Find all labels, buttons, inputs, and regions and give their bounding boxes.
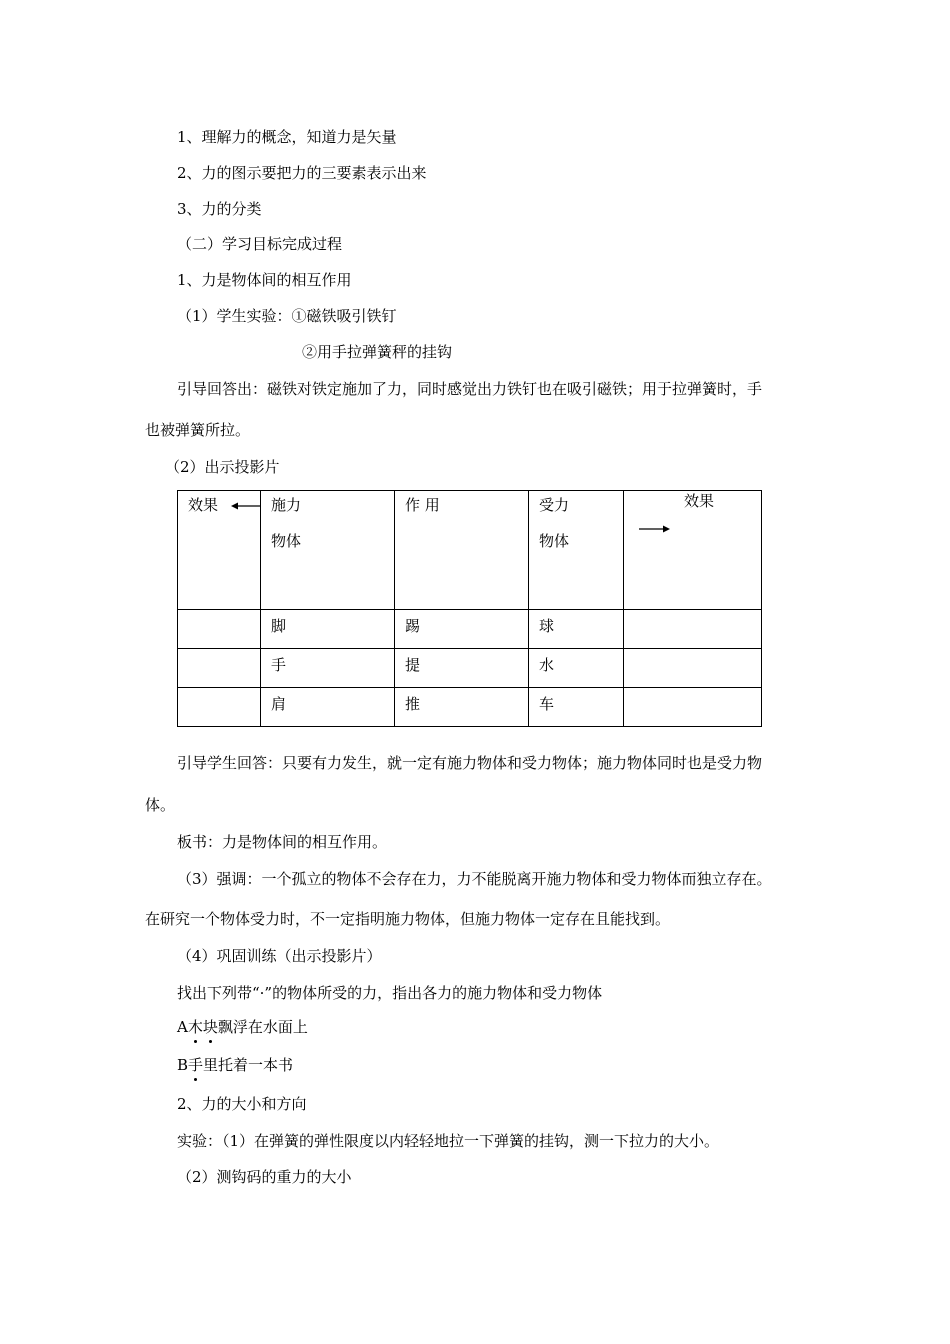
objective-2: 2、力的图示要把力的三要素表示出来 xyxy=(177,164,427,182)
student-answer-line-1: 引导学生回答：只要有力发生，就一定有施力物体和受力物体；施力物体同时也是受力物 xyxy=(177,754,763,772)
item-a-label: A xyxy=(177,1018,188,1036)
arrow-left-icon xyxy=(231,500,261,512)
practice-item-b xyxy=(177,1055,293,1075)
objective-3: 3、力的分类 xyxy=(177,200,262,218)
item-b-rest: 里托着一本书 xyxy=(203,1056,294,1074)
projection-label: （2）出示投影片 xyxy=(165,458,280,476)
guided-answer-line-1: 引导回答出：磁铁对铁定施加了力，同时感觉出力铁钉也在吸引磁铁；用于拉弹簧时，手 xyxy=(177,380,763,398)
row-receiver: 车 xyxy=(539,695,555,713)
header-action: 作 用 xyxy=(405,496,440,514)
header-applier-cell xyxy=(261,491,395,610)
item-a-dotted-char-1: 木 xyxy=(187,1018,203,1036)
header-effect-right: 效果 xyxy=(684,492,715,510)
guided-answer-line-2: 也被弹簧所拉。 xyxy=(145,421,251,439)
row-receiver: 水 xyxy=(539,656,555,674)
item-b-dotted-char: 手 xyxy=(188,1056,204,1074)
subheading-2: 2、力的大小和方向 xyxy=(177,1095,307,1113)
experiment-2-line-2: （2）测钩码的重力的大小 xyxy=(177,1168,352,1186)
row-effect-right xyxy=(624,688,762,727)
item-b-label: B xyxy=(177,1056,189,1074)
header-applier-line2: 物体 xyxy=(271,532,302,550)
student-answer-line-2: 体。 xyxy=(145,796,176,814)
arrow-right-icon xyxy=(638,523,670,535)
experiment-2-line-1: 实验：（1）在弹簧的弹性限度以内轻轻地拉一下弹簧的挂钩，测一下拉力的大小。 xyxy=(177,1132,720,1150)
row-effect-right xyxy=(624,649,762,688)
table-header-row xyxy=(178,491,762,610)
emphasis-line-1: （3）强调：一个孤立的物体不会存在力，力不能脱离开施力物体和受力物体而独立存在。 xyxy=(177,870,772,888)
section-heading: （二）学习目标完成过程 xyxy=(177,235,343,253)
header-receiver-cell xyxy=(529,491,624,610)
row-effect-left xyxy=(178,688,261,727)
row-receiver: 球 xyxy=(539,617,555,635)
experiment-line-1: （1）学生实验：①磁铁吸引铁钉 xyxy=(177,307,397,325)
force-table xyxy=(177,490,762,727)
header-applier-line1: 施力 xyxy=(271,496,302,514)
experiment-line-2: ②用手拉弹簧秤的挂钩 xyxy=(302,343,453,361)
header-effect-left-cell xyxy=(178,491,261,610)
row-applier: 手 xyxy=(271,656,287,674)
row-effect-left xyxy=(178,649,261,688)
row-effect-left xyxy=(178,610,261,649)
row-action: 推 xyxy=(405,695,421,713)
header-effect-right-cell xyxy=(624,491,762,610)
practice-heading: （4）巩固训练（出示投影片） xyxy=(177,947,382,965)
emphasis-line-2: 在研究一个物体受力时，不一定指明施力物体，但施力物体一定存在且能找到。 xyxy=(145,910,671,928)
board-writing: 板书：力是物体间的相互作用。 xyxy=(177,833,388,851)
table-row xyxy=(178,610,762,649)
header-receiver-line1: 受力 xyxy=(539,496,570,514)
table-row xyxy=(178,649,762,688)
item-a-dotted-char-2: 块 xyxy=(202,1018,218,1036)
objective-1: 1、理解力的概念，知道力是矢量 xyxy=(177,128,397,146)
practice-item-a xyxy=(177,1017,308,1037)
table-row xyxy=(178,688,762,727)
subheading-1: 1、力是物体间的相互作用 xyxy=(177,271,352,289)
row-applier: 脚 xyxy=(271,617,287,635)
practice-instruction: 找出下列带“·”的物体所受的力，指出各力的施力物体和受力物体 xyxy=(177,984,603,1002)
row-effect-right xyxy=(624,610,762,649)
header-effect-left: 效果 xyxy=(188,496,219,514)
row-action: 踢 xyxy=(405,617,421,635)
item-a-rest: 飘浮在水面上 xyxy=(217,1018,308,1036)
header-action-cell xyxy=(395,491,529,610)
row-action: 提 xyxy=(405,656,421,674)
row-applier: 肩 xyxy=(271,695,287,713)
header-receiver-line2: 物体 xyxy=(539,532,570,550)
